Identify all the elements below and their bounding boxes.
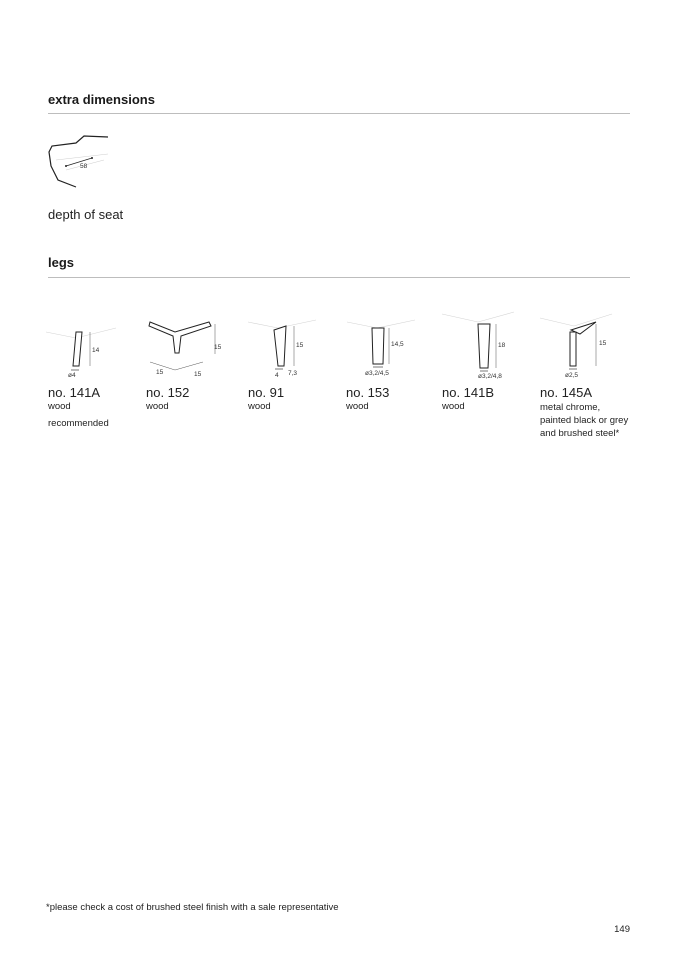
leg-153-description: wood xyxy=(346,401,369,412)
leg-145a-description-line: painted black or grey xyxy=(540,415,629,426)
leg-91-bottom: 4 xyxy=(275,372,279,379)
leg-141a-height: 14 xyxy=(92,347,100,354)
section-divider xyxy=(48,113,630,114)
leg-141b-name: no. 141B xyxy=(442,385,495,400)
leg-141b-diameter: ø3,2/4,8 xyxy=(478,373,502,380)
leg-91-height: 15 xyxy=(296,342,304,349)
leg-152-diagram xyxy=(145,318,225,380)
footnote: *please check a cost of brushed steel finish with a sale representative xyxy=(46,902,339,913)
leg-141a-description: wood xyxy=(48,401,71,412)
page-number: 149 xyxy=(614,924,630,935)
leg-141b-diagram xyxy=(440,304,516,380)
seat-depth-diagram xyxy=(46,130,116,190)
leg-152-name: no. 152 xyxy=(146,385,190,400)
section-title-extra-dimensions: extra dimensions xyxy=(48,92,155,107)
leg-152-width-a: 15 xyxy=(156,369,164,376)
leg-145a-name: no. 145A xyxy=(540,385,593,400)
leg-91-name: no. 91 xyxy=(248,385,285,400)
leg-145a-height: 15 xyxy=(599,340,607,347)
leg-145a-description-line: and brushed steel* xyxy=(540,428,620,439)
leg-91-description: wood xyxy=(248,401,271,412)
leg-91-top: 7,3 xyxy=(288,370,298,377)
leg-145a-diameter: ø2,5 xyxy=(565,372,579,379)
leg-141a-diameter: ø4 xyxy=(68,372,76,379)
leg-141a-diagram xyxy=(46,320,118,380)
leg-153-name: no. 153 xyxy=(346,385,390,400)
leg-141b-description: wood xyxy=(442,401,465,412)
leg-153-diameter: ø3,2/4,5 xyxy=(365,370,389,377)
seat-depth-label: depth of seat xyxy=(48,207,124,222)
leg-152-height: 15 xyxy=(214,344,222,351)
leg-141b-height: 18 xyxy=(498,342,506,349)
leg-141a-note: recommended xyxy=(48,418,109,429)
leg-145a-description xyxy=(540,401,640,440)
leg-141a-name: no. 141A xyxy=(48,385,101,400)
section-divider xyxy=(48,277,630,278)
leg-91-diagram xyxy=(246,316,318,380)
leg-152-width-b: 15 xyxy=(194,371,202,378)
leg-145a-description-line: metal chrome, xyxy=(540,402,601,413)
seat-depth-value: 58 xyxy=(80,163,88,170)
section-title-legs: legs xyxy=(48,255,75,270)
leg-152-description: wood xyxy=(146,401,169,412)
leg-153-height: 14,5 xyxy=(391,341,404,348)
leg-145a-diagram xyxy=(538,304,614,380)
leg-153-diagram xyxy=(345,314,417,378)
